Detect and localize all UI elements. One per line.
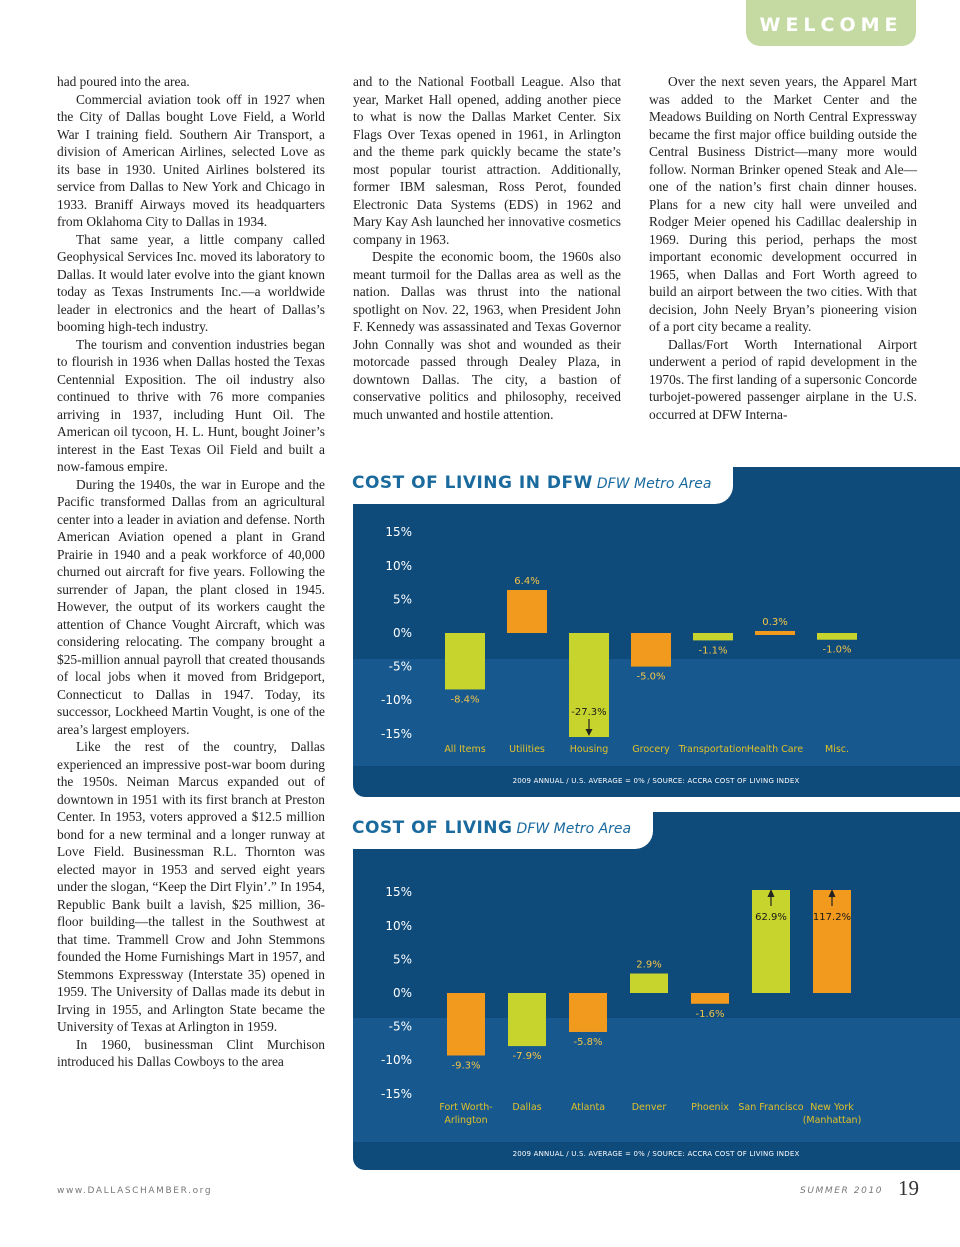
- bar: [631, 633, 671, 667]
- y-tick-label: 5%: [392, 592, 412, 607]
- section-tab-welcome: WELCOME: [746, 0, 916, 46]
- bar-value-label: -9.3%: [451, 1060, 481, 1072]
- category-label: (Manhattan): [802, 1115, 862, 1126]
- paragraph: had poured into the area.: [57, 74, 190, 89]
- paragraph: Despite the economic boom, the 1960s also meant turmoil for the Dallas area as well as the nation. Dallas was thrust into the national spotlight on Nov. 22, 1963, when President John F. Kennedy was assassinated and Texas Governor John Connally was shot and wounded as their motorcade passed through Dealey Plaza, in downtown Dallas. The city, a bastion of conservative politics and philosophy, received much unwanted and hostile attention.: [353, 249, 621, 422]
- y-tick-label: -5%: [388, 659, 412, 674]
- category-label: Fort Worth-: [439, 1102, 493, 1113]
- bar: [507, 590, 547, 633]
- cost-of-living-cities-chart: [353, 812, 960, 1170]
- bar-value-label: -1.0%: [822, 644, 852, 656]
- footer-website: www.DALLASCHAMBER.org: [57, 1186, 213, 1196]
- bar-value-label: -1.6%: [695, 1008, 725, 1020]
- chart-title: COST OF LIVING IN DFW: [352, 473, 593, 493]
- bar: [755, 631, 795, 635]
- bar-value-label: 117.2%: [812, 912, 852, 923]
- bar-value-label: 0.3%: [762, 616, 788, 628]
- paragraph: and to the National Football League. Also that year, Market Hall opened, adding another piece to what is now the Dallas Market Center. Six Flags Over Texas opened in 1961, in Arlington and the theme park quickly became the state’s most popular tourist attraction. Additionally, former IBM salesman, Ross Perot, founded Electronic Data Systems (EDS) in 1962 and Mary Kay Ash launched her innovative cosmetics company in 1963.: [353, 74, 621, 247]
- category-label: Phoenix: [691, 1102, 729, 1113]
- cost-of-living-dfw-chart: [353, 467, 960, 797]
- bar: [630, 974, 668, 993]
- paragraph: Over the next seven years, the Apparel Mart was added to the Market Center and the Meadows Building on North Central Expressway became the first major office building outside the Central Business District—many more would follow. Norman Brinker opened Steak and Ale—one of the nation’s first chain dinner houses. Plans for a new city hall were unveiled and Rodger Meier opened his Cadillac dealership in 1969. During this period, perhaps the most important economic development occurred in 1965, when Dallas and Fort Worth agreed to build an airport between the two cities. With that decision, John Neely Bryan’s pioneering vision of a port city became a reality.: [649, 74, 917, 334]
- bar: [508, 993, 546, 1046]
- bar-value-label: -1.1%: [698, 645, 728, 657]
- y-tick-label: 0%: [392, 986, 412, 1000]
- category-label: Arlington: [444, 1115, 488, 1126]
- category-label: Misc.: [824, 744, 850, 755]
- category-label: Dallas: [512, 1102, 542, 1113]
- bar-value-label: 62.9%: [755, 912, 787, 923]
- y-tick-label: -15%: [380, 1086, 412, 1101]
- chart-title: COST OF LIVING: [352, 818, 513, 838]
- chart-title-tab: [352, 811, 653, 849]
- category-label: Grocery: [632, 744, 670, 755]
- category-label: All Items: [444, 744, 486, 755]
- bar-value-label: 2.9%: [636, 959, 662, 971]
- paragraph: Like the rest of the country, Dallas experienced an impressive post-war boom during the 1950s. Neiman Marcus expanded out of downtown in 1951 with its first branch at Preston Center. In 1953, voters approved a $12.5 million bond for a new terminal and a longer runway at Love Field. Businessman R.L. Thornton was elected mayor in 1953 and served eight years under the slogan, “Keep the Dirt Flyin’.” In 1954, Republic Bank built a lavish, $25 million, 36-floor building—the tallest in the Southwest at that time. Trammell Crow and John Stemmons founded the Home Furnishings Mart in 1957, and Stemmons Expressway (Interstate 35) opened in 1959. The University of Dallas made its debut in Irving in 1955, and Arlington State became the University of Texas at Arlington in 1959.: [57, 739, 325, 1034]
- category-label: Housing: [569, 744, 609, 755]
- article-column-2: [353, 73, 621, 423]
- chart-plot-area: [353, 812, 960, 1170]
- paragraph: Dallas/Fort Worth International Airport underwent a period of rapid development in the 1970s. The first landing of a supersonic Concorde turbojet-powered passenger airplane in the U.S. occurred at DFW Interna-: [649, 336, 917, 422]
- y-tick-label: 10%: [385, 918, 412, 933]
- paragraph: Commercial aviation took off in 1927 when the City of Dallas bought Love Field, a World War I training field. Southern Air Transport, a division of American Airlines, selected Love as its base in 1930. United Airlines bolstered its service from Dallas to New York and Chicago in 1933. Braniff Airways moved its headquarters from Oklahoma City to Dallas in 1934.: [57, 91, 325, 229]
- y-tick-label: 0%: [392, 626, 412, 640]
- category-label: Atlanta: [570, 1102, 606, 1113]
- footer-issue: SUMMER 2010: [800, 1186, 884, 1196]
- bar-value-label: 6.4%: [514, 575, 540, 587]
- paragraph: During the 1940s, the war in Europe and the Pacific transformed Dallas from an agricultural center into a leader in aviation and defense. North American Aviation opened a plant in Grand Prairie in 1940 and a peak workforce of 40,000 churned out aircraft for five years. Following the surrender of Japan, the plant closed in 1945. However, the output of its workers caught the attention of Chance Vought Aircraft, which was considering relocating. The company brought a $25-million annual payroll that created thousands of local jobs when it moved from Bridgeport, Connecticut to Dallas in 1947. Today, its successor, Lockheed Martin Vought, is one of the area’s largest employers.: [57, 476, 325, 737]
- category-label: Health Care: [746, 744, 804, 755]
- chart-subtitle: DFW Metro Area: [596, 476, 712, 492]
- article-column-3: [649, 73, 917, 423]
- article-column-1: [57, 73, 325, 1071]
- bar: [445, 633, 485, 689]
- chart-subtitle: DFW Metro Area: [516, 821, 632, 837]
- chart-title-tab: [352, 466, 733, 504]
- bar: [691, 993, 729, 1004]
- bar: [569, 993, 607, 1032]
- bar-value-label: -5.8%: [573, 1036, 603, 1048]
- y-tick-label: -10%: [380, 1053, 412, 1068]
- page-number: 19: [898, 1176, 919, 1200]
- bar-value-label: -8.4%: [450, 694, 480, 706]
- category-label: San Francisco: [738, 1102, 804, 1113]
- bar-value-label: -5.0%: [636, 671, 666, 683]
- category-label: New York: [810, 1102, 854, 1113]
- chart-source-note: 2009 ANNUAL / U.S. AVERAGE = 0% / SOURCE: ACCRA COST OF LIVING INDEX: [512, 777, 800, 785]
- y-tick-label: 5%: [392, 952, 412, 967]
- y-tick-label: -5%: [388, 1019, 412, 1034]
- y-tick-label: 15%: [385, 885, 412, 900]
- bar-value-label: -7.9%: [512, 1051, 542, 1063]
- paragraph: That same year, a little company called Geophysical Services Inc. moved its laboratory to Dallas. It would later evolve into the giant known today as Texas Instruments Inc.—a worldwide leader in electronics and the heart of Dallas’s booming high-tech industry.: [57, 231, 325, 334]
- paragraph: In 1960, businessman Clint Murchison introduced his Dallas Cowboys to the area: [57, 1036, 325, 1069]
- paragraph: The tourism and convention industries began to flourish in 1936 when Dallas hosted the Texas Centennial Exposition. The oil industry also continued to thrive with 76 more companies arriving in 1937, including Hunt Oil. The American oil tycoon, H. L. Hunt, bought Joiner’s interest in the East Texas Oil Field and built a now-famous empire.: [57, 336, 325, 474]
- chart-source-note: 2009 ANNUAL / U.S. AVERAGE = 0% / SOURCE: ACCRA COST OF LIVING INDEX: [512, 1150, 800, 1158]
- chart-plot-area: [353, 467, 960, 797]
- category-label: Utilities: [509, 744, 545, 755]
- category-label: Denver: [631, 1102, 667, 1113]
- y-tick-label: -15%: [380, 726, 412, 741]
- bar: [447, 993, 485, 1055]
- y-tick-label: 15%: [385, 525, 412, 540]
- y-tick-label: -10%: [380, 693, 412, 708]
- bar-value-label: -27.3%: [571, 707, 607, 718]
- y-tick-label: 10%: [385, 558, 412, 573]
- bar: [693, 633, 733, 640]
- category-label: Transportation: [678, 744, 748, 755]
- bar: [817, 633, 857, 640]
